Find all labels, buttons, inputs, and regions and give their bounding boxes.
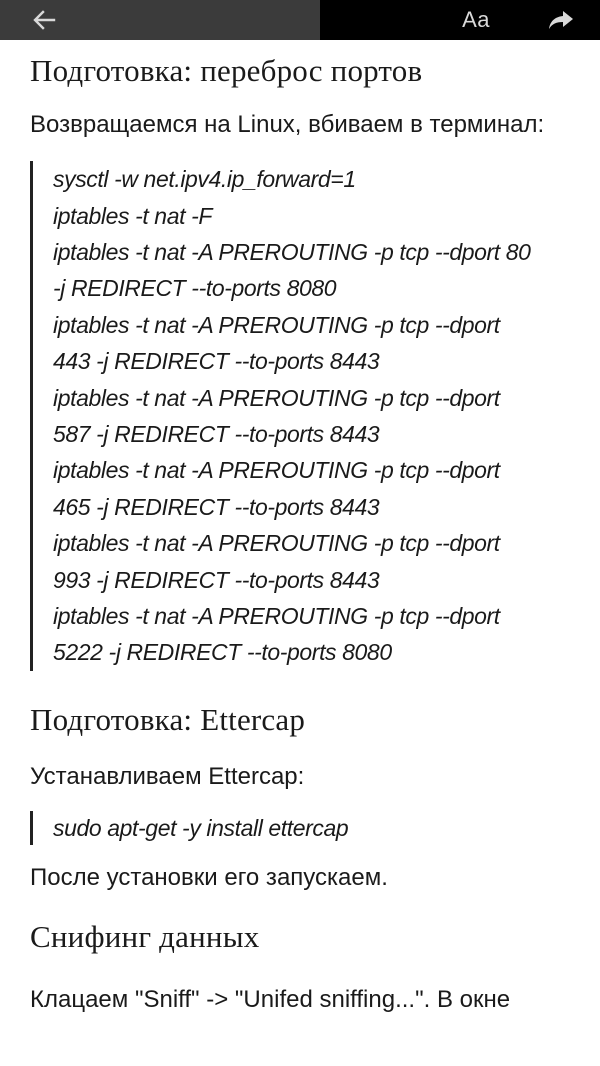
code-line: iptables -t nat -A PREROUTING -p tcp --dport [53,311,500,338]
code-line: 587 -j REDIRECT --to-ports 8443 [53,421,380,448]
ettercap-after-install: После установки его запускаем. [30,864,388,892]
port-forwarding-intro: Возвращаемся на Linux, вбиваем в терминал: [30,111,545,139]
ettercap-intro: Устанавливаем Ettercap: [30,763,305,791]
code-line: sysctl -w net.ipv4.ip_forward=1 [53,166,356,193]
code-line: iptables -t nat -A PREROUTING -p tcp --dport [53,384,500,411]
code-line: -j REDIRECT --to-ports 8080 [53,275,337,302]
top-toolbar [0,0,600,40]
font-settings-button[interactable]: Aa [462,7,490,32]
section-heading-port-forwarding: Подготовка: переброс портов [30,53,423,88]
arrow-left-icon[interactable] [32,9,56,31]
article-content [30,40,575,1018]
back-area [0,0,320,40]
code-line: iptables -t nat -A PREROUTING -p tcp --dport [53,603,500,630]
sniffing-intro: Клацаем "Sniff" -> "Unifed sniffing...". В окне [30,986,511,1014]
code-block-iptables [30,161,575,671]
share-arrow-icon[interactable] [548,9,574,31]
section-heading-ettercap: Подготовка: Ettercap [30,701,306,737]
code-line: sudo apt-get -y install ettercap [53,815,349,842]
code-line: 443 -j REDIRECT --to-ports 8443 [53,348,380,375]
code-line: iptables -t nat -A PREROUTING -p tcp --dport [53,530,500,557]
toolbar-actions [320,0,600,40]
code-line: iptables -t nat -F [53,202,212,229]
code-block-install [30,811,575,845]
code-line: 5222 -j REDIRECT --to-ports 8080 [53,639,392,666]
code-line: iptables -t nat -A PREROUTING -p tcp --dport [53,457,500,484]
code-line: 993 -j REDIRECT --to-ports 8443 [53,566,380,593]
section-heading-sniffing: Снифинг данных [30,919,260,955]
code-line: iptables -t nat -A PREROUTING -p tcp --dport 80 [53,239,531,265]
code-line: 465 -j REDIRECT --to-ports 8443 [53,493,380,520]
